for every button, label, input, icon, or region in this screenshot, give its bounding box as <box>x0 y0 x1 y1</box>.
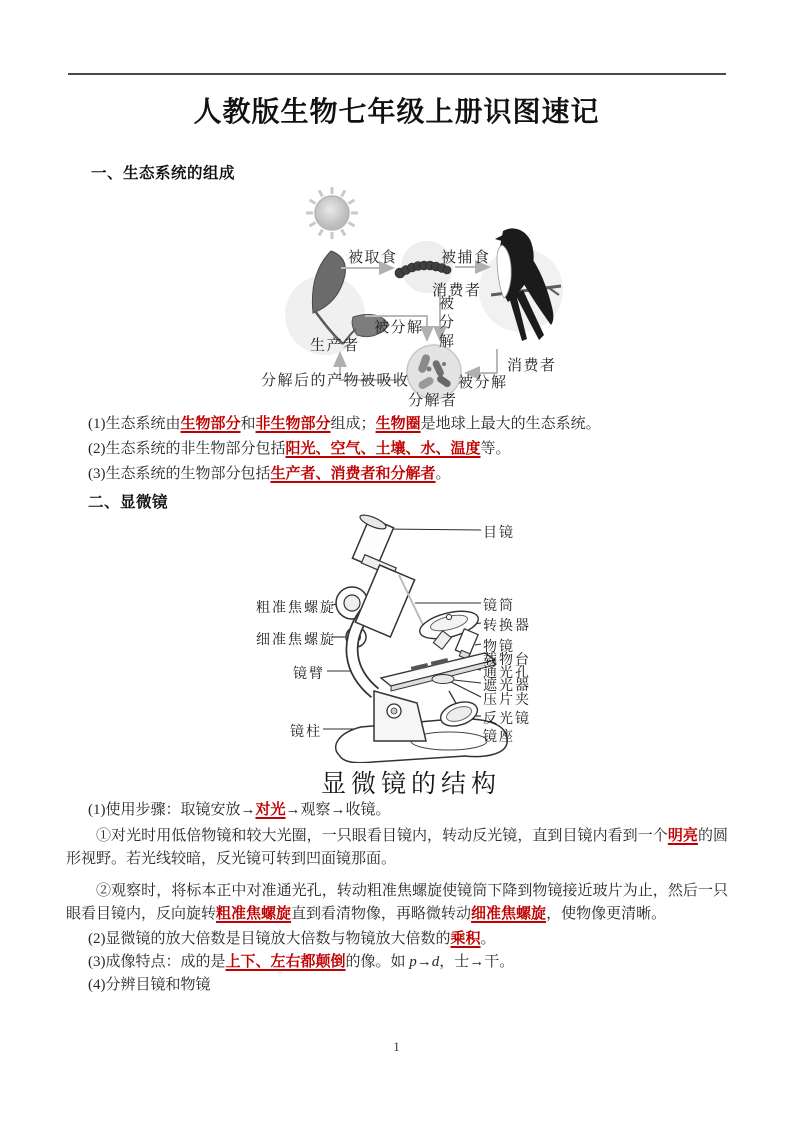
text-segment: 的圆形视野。若光线较暗，反光镜可转到凹面镜那面。 <box>66 828 728 867</box>
eyepiece-tube <box>352 513 423 637</box>
text-segment: (1)使用步骤：取镜安放→ <box>88 802 256 818</box>
ecosystem-diagram <box>253 183 575 415</box>
highlight-term: 乘积 <box>450 931 481 947</box>
eco-label-decomposed-bottom: 被分解 <box>458 375 508 391</box>
arrow-bird-decomposed <box>466 349 497 373</box>
paragraph-micro-observe <box>66 880 728 926</box>
text-segment: (1)生态系统由 <box>88 416 181 432</box>
text-segment: (2)显微镜的放大倍数是目镜放大倍数与物镜放大倍数的 <box>88 931 451 947</box>
text-segment: 直到看清物像，再略微转动 <box>291 906 472 922</box>
paragraph-ecosystem-2 <box>66 438 728 461</box>
page-title: 人教版生物七年级上册识图速记 <box>193 97 600 128</box>
stage <box>381 653 495 691</box>
text-segment: (2)生态系统的非生物部分包括 <box>88 441 286 457</box>
paragraph-micro-distinguish <box>66 974 728 997</box>
micro-label-tube: 镜筒 <box>483 599 515 614</box>
micro-label-diaphragm: 遮光器 <box>483 679 531 694</box>
leader-eyepiece <box>385 529 481 530</box>
micro-label-objective: 物镜 <box>483 640 515 655</box>
text-segment: 的像。如 <box>345 954 410 970</box>
text-segment: 组成； <box>330 416 376 432</box>
diaphragm-disc <box>432 675 454 684</box>
microscope-caption: 显微镜的结构 <box>321 771 502 798</box>
text-segment: ，使物像更清晰。 <box>546 906 667 922</box>
text-segment: 是地球上最大的生态系统。 <box>420 416 601 432</box>
eco-label-decomposed-left: 被分解 <box>374 320 424 336</box>
paragraph-ecosystem-1 <box>66 413 728 436</box>
page-number: 1 <box>393 1039 400 1054</box>
text-segment: 等。 <box>480 441 511 457</box>
text-segment: (3)生态系统的生物部分包括 <box>88 466 271 482</box>
highlight-term: 细准焦螺旋 <box>471 906 547 922</box>
micro-label-stage: 载物台 <box>483 653 531 668</box>
micro-label-eyepiece: 目镜 <box>483 526 515 541</box>
text-segment: 和 <box>240 416 256 432</box>
eco-label-decomposer: 分解者 <box>408 393 458 409</box>
leader-objective <box>475 644 481 645</box>
section-1-heading: 一、生态系统的组成 <box>91 165 236 182</box>
micro-label-arm: 镜臂 <box>293 667 325 682</box>
highlight-term: 生产者、消费者和分解者 <box>270 466 436 482</box>
microscope-diagram <box>253 513 545 801</box>
text-segment: ，士→干。 <box>439 954 515 970</box>
text-segment: ②观察时，将标本正中对准通光孔，转动粗准焦螺旋使镜筒下降到物镜接近玻片为止，然后一只眼看目镜内，反向旋转 <box>66 883 728 922</box>
highlight-term: 粗准焦螺旋 <box>216 906 292 922</box>
highlight-term: 阳光、空气、土壤、水、温度 <box>285 441 481 457</box>
italic-letter: d <box>431 954 440 970</box>
text-segment: → <box>416 954 432 970</box>
highlight-term: 上下、左右都颠倒 <box>225 954 346 970</box>
header-rule <box>68 73 726 75</box>
sun-icon <box>306 187 358 239</box>
micro-label-coarse-focus: 粗准焦螺旋 <box>256 601 336 616</box>
eco-label-decomposed-vertical: 被分解 <box>437 295 453 352</box>
italic-letter: p <box>409 954 417 970</box>
text-segment: 。 <box>435 466 451 482</box>
highlight-term: 生物部分 <box>180 416 241 432</box>
eco-label-preyed: 被捕食 <box>441 250 491 266</box>
text-segment: 。 <box>480 931 496 947</box>
micro-label-base: 镜座 <box>483 730 515 745</box>
paragraph-micro-magnification <box>66 928 728 951</box>
micro-label-fine-focus: 细准焦螺旋 <box>256 633 336 648</box>
paragraph-ecosystem-3 <box>66 463 728 486</box>
micro-label-pillar: 镜柱 <box>290 725 322 740</box>
highlight-term: 明亮 <box>667 828 698 844</box>
eco-label-consumer-right: 消费者 <box>507 358 557 374</box>
highlight-term: 生物圈 <box>375 416 421 432</box>
eco-label-producer: 生产者 <box>310 338 360 354</box>
micro-label-clips: 压片夹 <box>483 693 531 708</box>
paragraph-micro-light <box>66 825 728 871</box>
eco-label-consumer-mid: 消费者 <box>432 283 482 299</box>
paragraph-micro-steps <box>66 799 728 822</box>
eco-label-absorbed: 分解后的产物被吸收 <box>261 373 410 389</box>
eco-label-eaten: 被取食 <box>348 250 398 266</box>
pillar-joint <box>374 691 426 741</box>
text-segment: ①对光时用低倍物镜和较大光圈，一只眼看目镜内，转动反光镜，直到目镜内看到一个 <box>96 828 668 844</box>
micro-label-light-hole: 通光孔 <box>483 666 531 681</box>
paragraph-micro-image <box>66 951 728 974</box>
micro-label-mirror: 反光镜 <box>483 712 531 727</box>
section-2-heading: 二、显微镜 <box>88 494 169 511</box>
micro-label-revolver: 转换器 <box>483 619 531 634</box>
highlight-term: 对光 <box>255 802 286 818</box>
highlight-term: 非生物部分 <box>255 416 331 432</box>
text-segment: (3)成像特点：成的是 <box>88 954 226 970</box>
text-segment: (4)分辨目镜和物镜 <box>88 977 211 993</box>
text-segment: →观察→收镜。 <box>285 802 391 818</box>
